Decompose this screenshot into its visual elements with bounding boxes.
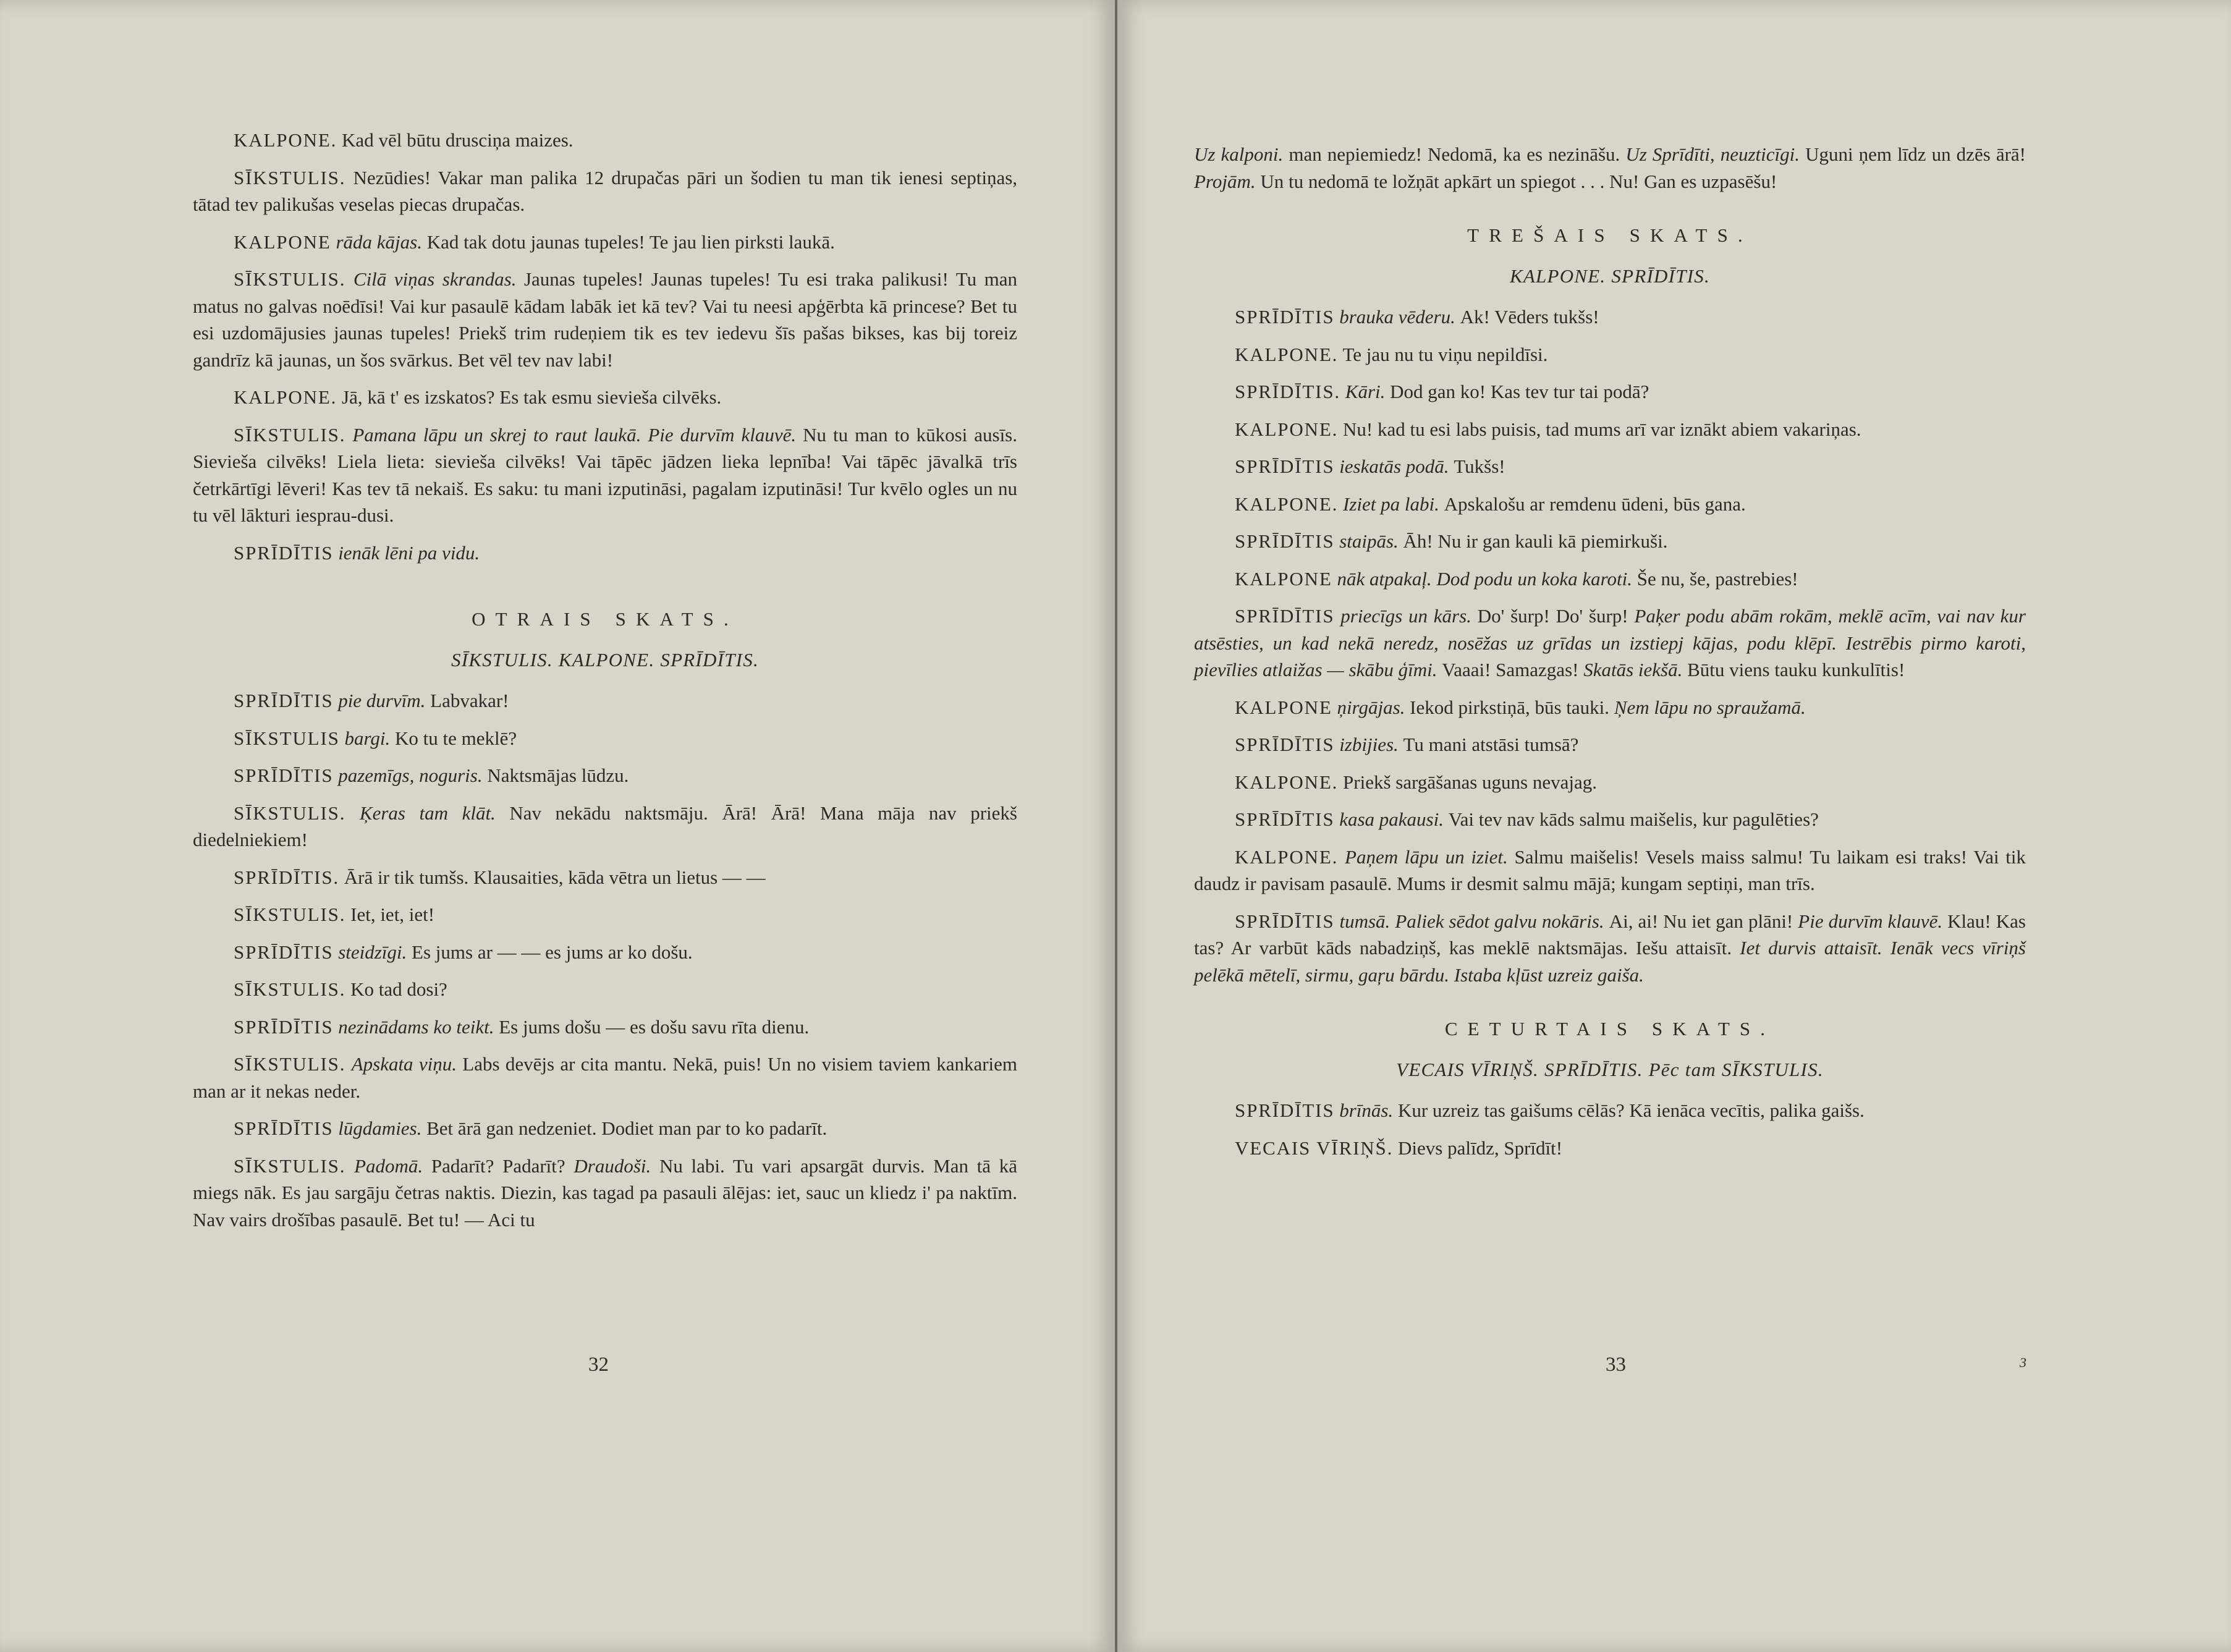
speech-text: Kad tak dotu jaunas tupeles! Te jau lien pirksti laukā.	[426, 231, 835, 253]
stage-direction: Pie durvīm klauvē.	[1798, 910, 1948, 932]
stage-direction: tumsā. Paliek sēdot galvu nokāris.	[1339, 910, 1609, 932]
scene-heading-otrais: OTRAIS SKATS.	[472, 608, 739, 630]
stage-direction: priecīgs un kārs.	[1340, 605, 1478, 627]
speech-text: Do' šurp! Do' šurp!	[1477, 605, 1635, 627]
dialogue-line	[193, 800, 1017, 854]
dialogue-line	[1194, 908, 2026, 989]
stage-direction: Ķeras tam klāt.	[359, 802, 510, 824]
dialogue-line	[1194, 1135, 2026, 1162]
dialogue-line	[1194, 769, 2026, 796]
speech-text: Ko tu te meklē?	[395, 727, 517, 749]
speaker-name: KALPONE.	[1235, 845, 1339, 868]
stage-direction: pie durvīm.	[338, 690, 431, 711]
speech-text: Uguni ņem līdz un dzēs ārā!	[1805, 143, 2026, 165]
speaker-name: KALPONE	[1235, 567, 1332, 590]
speech-text: Ai, ai! Nu iet gan plāni!	[1609, 910, 1798, 932]
speech-text: Jā, kā t' es izskatos? Es tak esmu sievieša cilvēks.	[342, 386, 722, 408]
dialogue-line	[1194, 603, 2026, 684]
speaker-name: SĪKSTULIS.	[234, 978, 346, 1000]
dialogue-line	[1194, 565, 2026, 593]
stage-direction: nezinādams ko teikt.	[338, 1015, 499, 1038]
stage-direction: Paķer podu abām rokām, meklē acīm, vai nav kur atsēsties, un kad nekā neredz, nosēžas uz grīdas un izstiepj kājas, podu klēpī. Iestrēbis pirmo karoti, pievīlies atlaižas — skābu ģīmi.	[1194, 605, 2026, 680]
speech-text: Apskalošu ar remdenu ūdeni, būs gana.	[1444, 493, 1746, 515]
dialogue-line	[193, 1014, 1017, 1041]
speaker-name: SPRĪDĪTIS.	[1235, 381, 1341, 402]
dialogue-line	[193, 540, 1017, 567]
speech-text: Bet tu! — Aci tu	[407, 1208, 535, 1231]
speaker-name: SPRĪDĪTIS.	[234, 866, 340, 888]
dialogue-line	[193, 421, 1017, 529]
speech-text: Ārā ir tik tumšs. Klausaities, kāda vētra un lietus — —	[344, 866, 766, 888]
speech-text: man nepiemiedz! Nedomā, ka es nezināšu.	[1289, 143, 1626, 165]
dialogue-line	[1194, 453, 2026, 480]
speaker-name: SPRĪDĪTIS	[1235, 455, 1335, 477]
speaker-name: SPRĪDĪTIS	[1235, 910, 1335, 932]
speaker-name: SPRĪDĪTIS	[1235, 1099, 1335, 1121]
scene-heading-ceturtais: CETURTAIS SKATS.	[1444, 1018, 1776, 1040]
speech-text: Nezūdies! Vakar man palika 12 drupačas pāri un šodien tu man tik ienesi septiņas, tātad tev palikušas veselas piecas drupačas.	[193, 166, 1018, 215]
speaker-name: SĪKSTULIS.	[234, 1154, 346, 1177]
speaker-name: SPRĪDĪTIS	[234, 941, 334, 963]
speech-text: Priekš sargāšanas uguns nevajag.	[1343, 771, 1597, 793]
speaker-name: SĪKSTULIS.	[234, 1053, 346, 1075]
stage-direction: kasa pakausi.	[1339, 808, 1449, 830]
speaker-name: KALPONE.	[1235, 771, 1339, 793]
dialogue-line	[1194, 844, 2026, 897]
dialogue-line	[193, 1051, 1017, 1104]
left-text	[193, 127, 1017, 1243]
speech-text: Un no visiem taviem kankariem man ar it nekas neder.	[193, 1053, 1018, 1102]
dialogue-line	[193, 1153, 1017, 1234]
speech-text: Klau! Kas tas? Ar varbūt kāds nabadziņš, kas meklē naktsmājas. Iešu attaisīt.	[1194, 910, 2026, 959]
stage-direction: rāda kājas.	[336, 231, 427, 253]
speaker-name: SĪKSTULIS.	[234, 268, 346, 290]
dialogue-line	[193, 1115, 1017, 1142]
speaker-name: SPRĪDĪTIS	[234, 1117, 334, 1139]
dialogue-line	[1194, 731, 2026, 758]
dialogue-line	[193, 939, 1017, 966]
right-text	[1194, 141, 2026, 1172]
dialogue-line	[1194, 491, 2026, 518]
scene-cast: SĪKSTULIS. KALPONE. SPRĪDĪTIS.	[451, 649, 759, 671]
stage-direction: izbijies.	[1339, 734, 1403, 755]
stage-direction: Apskata viņu.	[351, 1053, 463, 1075]
speech-text: Iet, iet, iet!	[350, 904, 435, 925]
speaker-name: SPRĪDĪTIS	[1235, 808, 1335, 830]
speech-text: Vai tu neesi apģērbta kā princese? Bet tu esi uzdomājusies jaunas tupeles! Priekš trim rudeņiem tik es tev iedevu šīs pašas bikses, kas bij toreiz gandrīz kā jaunas, un šos svārkus. Bet vēl tev nav labi!	[193, 295, 1017, 371]
dialogue-line	[193, 127, 1017, 154]
speech-text: Ko tad dosi?	[350, 978, 447, 1000]
speaker-name: KALPONE.	[1235, 493, 1339, 515]
speaker-name: SPRĪDĪTIS	[234, 1015, 334, 1038]
stage-direction: bargi.	[344, 727, 396, 749]
speaker-name: SPRĪDĪTIS	[1235, 306, 1335, 328]
speech-text: Tukšs!	[1454, 455, 1505, 477]
dialogue-line	[193, 901, 1017, 928]
speech-text: Vaaai! Samazgas!	[1442, 659, 1584, 680]
dialogue-line	[193, 164, 1017, 218]
dialogue-line	[1194, 1097, 2026, 1124]
speaker-name: SPRĪDĪTIS	[1235, 605, 1335, 627]
speaker-name: VECAIS VĪRIŅŠ.	[1235, 1137, 1394, 1159]
dialogue-line	[1194, 141, 2026, 195]
left-page	[0, 0, 1115, 1652]
stage-direction: Uz kalponi.	[1194, 143, 1289, 165]
stage-direction: brīnās.	[1339, 1099, 1398, 1121]
stage-direction: Projām.	[1194, 170, 1261, 192]
speech-text: Es jums došu — es došu savu rīta dienu.	[499, 1015, 810, 1038]
stage-direction: ņirgājas.	[1337, 696, 1410, 718]
speech-text: Iekod pirkstiņā, būs tauki.	[1410, 696, 1614, 718]
speech-text: Un tu nedomā te ložņāt apkārt un spiegot . . . Nu! Gan es uzpasēšu!	[1260, 170, 1777, 192]
signature-mark: 3	[2020, 1355, 2026, 1370]
stage-direction: Uz Sprīdīti, neuzticīgi.	[1625, 143, 1806, 165]
speech-text: Es saku: tu mani izputināsi, pagalam izputināsi! Tur kvēlo ogles un nu tu vēl lākturi iesprau-dusi.	[193, 477, 1017, 526]
stage-direction: steidzīgi.	[338, 941, 412, 963]
dialogue-line	[193, 687, 1017, 714]
speech-text: Ak! Vēders tukšs!	[1460, 306, 1599, 328]
stage-direction: ienāk lēni pa vidu.	[338, 541, 480, 564]
speaker-name: SPRĪDĪTIS	[1235, 734, 1335, 755]
speaker-name: SPRĪDĪTIS	[234, 765, 334, 786]
dialogue-line	[1194, 416, 2026, 443]
stage-direction: Iziet pa labi.	[1343, 493, 1444, 515]
dialogue-line	[1194, 303, 2026, 331]
scene-cast: KALPONE. SPRĪDĪTIS.	[1509, 265, 1711, 287]
speaker-name: SĪKSTULIS.	[234, 802, 346, 824]
stage-direction: nāk atpakaļ. Dod podu un koka karoti.	[1337, 567, 1637, 590]
speaker-name: KALPONE	[1235, 696, 1332, 718]
speaker-name: KALPONE.	[234, 386, 337, 408]
speech-text: Še nu, še, pastrebies!	[1636, 567, 1798, 590]
dialogue-line	[193, 762, 1017, 789]
stage-direction: lūgdamies.	[338, 1117, 427, 1139]
stage-direction: Iet durvis attaisīt. Ienāk vecs vīriņš pelēkā mētelī, sirmu, gaŗu bārdu. Istaba kļūst uzreiz gaiša.	[1194, 937, 2026, 986]
stage-direction: Paņem lāpu un iziet.	[1345, 845, 1515, 868]
scene-cast: VECAIS VĪRIŅŠ. SPRĪDĪTIS. Pēc tam SĪKSTULIS.	[1396, 1059, 1824, 1080]
dialogue-line	[1194, 806, 2026, 833]
page-number-left: 32	[588, 1353, 609, 1376]
speech-text: Āh! Nu ir gan kauli kā piemirkuši.	[1403, 530, 1668, 552]
speaker-name: KALPONE	[234, 231, 331, 253]
stage-direction: Cilā viņas skrandas.	[353, 268, 524, 290]
speech-text: Labvakar!	[430, 690, 509, 711]
dialogue-line	[1194, 341, 2026, 368]
stage-direction: Draudoši.	[574, 1154, 659, 1177]
speech-text: Tu mani atstāsi tumsā?	[1403, 734, 1579, 755]
speaker-name: SĪKSTULIS.	[234, 423, 346, 446]
speaker-name: KALPONE.	[1235, 418, 1339, 440]
dialogue-line	[193, 976, 1017, 1003]
speaker-name: SĪKSTULIS	[234, 727, 340, 749]
speaker-name: SPRĪDĪTIS	[1235, 530, 1335, 552]
stage-direction: staipās.	[1339, 530, 1403, 552]
dialogue-line	[193, 725, 1017, 752]
dialogue-line	[193, 864, 1017, 891]
stage-direction: brauka vēderu.	[1339, 306, 1460, 328]
speech-text: Nu tu man to kūkosi ausīs. Sievieša cilvēks! Liela lieta: sievieša cilvēks! Vai tāpēc jādzen lieka lepnība! Vai tāpēc jāvalkā trīs četrkārtīgi lēveri! Kas tev tā nekaiš.	[193, 423, 1017, 499]
speech-text: Dievs palīdz, Sprīdīt!	[1398, 1137, 1563, 1159]
speech-text: Salmu maišelis! Vesels maiss salmu! Tu laikam esi traks! Vai tik daudz ir pavisam pasaulē. Mums ir desmit salmu mājā; kungam septiņi, man trīs.	[1194, 845, 2026, 894]
speech-text: Kas tev tur tai podā?	[1490, 381, 1649, 402]
speaker-name: SĪKSTULIS.	[234, 166, 346, 188]
speech-text: Jaunas tupeles! Jaunas tupeles! Tu esi traka palikusi! Tu man matus no galvas noēdīsi! Vai kur pasaulē kādam labāk iet kā tev?	[193, 268, 1017, 317]
scene-heading-tresais: TREŠAIS SKATS.	[1467, 224, 1753, 246]
dialogue-line	[193, 384, 1017, 411]
speaker-name: KALPONE.	[234, 129, 337, 151]
speech-text: Dod gan ko!	[1390, 381, 1491, 402]
right-page	[1117, 0, 2231, 1652]
stage-direction: Pamana lāpu un skrej to raut laukā. Pie durvīm klauvē.	[352, 423, 803, 446]
dialogue-line	[193, 229, 1017, 256]
dialogue-line	[1194, 378, 2026, 405]
speech-text: Kad vēl būtu drusciņa maizes.	[342, 129, 574, 151]
speaker-name: KALPONE.	[1235, 343, 1339, 365]
speech-text: Es jums ar — — es jums ar ko došu.	[412, 941, 693, 963]
speaker-name: SPRĪDĪTIS	[234, 690, 334, 711]
dialogue-line	[1194, 694, 2026, 721]
dialogue-line	[193, 266, 1017, 373]
speech-text: Kur uzreiz tas gaišums cēlās? Kā ienāca vecītis, palika gaišs.	[1397, 1099, 1865, 1121]
speech-text: Nu! kad tu esi labs puisis, tad mums arī var iznākt abiem vakariņas.	[1343, 418, 1861, 440]
stage-direction: ieskatās podā.	[1339, 455, 1454, 477]
stage-direction: Skatās iekšā.	[1583, 659, 1688, 680]
speech-text: Nu labi. Tu vari apsargāt durvis. Man tā kā miegs nāk. Es jau sargāju četras naktis. Diezin, kas tagad pa pasauli ālējas: iet, sauc un kliedz i' pa naktīm. Nav vairs drošības pasaulē.	[193, 1154, 1018, 1231]
speech-text: Nav nekādu naktsmāju. Ārā! Ārā! Mana māja nav priekš diedelniekiem!	[193, 802, 1017, 850]
page-number-right: 33	[1606, 1353, 1626, 1376]
speech-text: Būtu viens tauku kunkulītis!	[1687, 659, 1905, 680]
speech-text: Labs devējs ar cita mantu. Nekā, puis!	[462, 1053, 768, 1075]
speaker-name: SĪKSTULIS.	[234, 904, 346, 925]
stage-direction: Padomā.	[354, 1154, 431, 1177]
stage-direction: pazemīgs, noguris.	[338, 765, 488, 786]
speech-text: Vai tev nav kāds salmu maišelis, kur pagulēties?	[1448, 808, 1819, 830]
speech-text: Te jau nu tu viņu nepildīsi.	[1342, 343, 1548, 365]
speech-text: Bet ārā gan nedzeniet. Dodiet man par to ko padarīt.	[426, 1117, 828, 1139]
stage-direction: Ņem lāpu no spraužamā.	[1614, 696, 1806, 718]
dialogue-line	[1194, 528, 2026, 555]
speaker-name: SPRĪDĪTIS	[234, 541, 334, 564]
stage-direction: Kāri.	[1345, 381, 1391, 402]
speech-text: Padarīt? Padarīt?	[431, 1154, 574, 1177]
speech-text: Naktsmājas lūdzu.	[487, 765, 629, 786]
